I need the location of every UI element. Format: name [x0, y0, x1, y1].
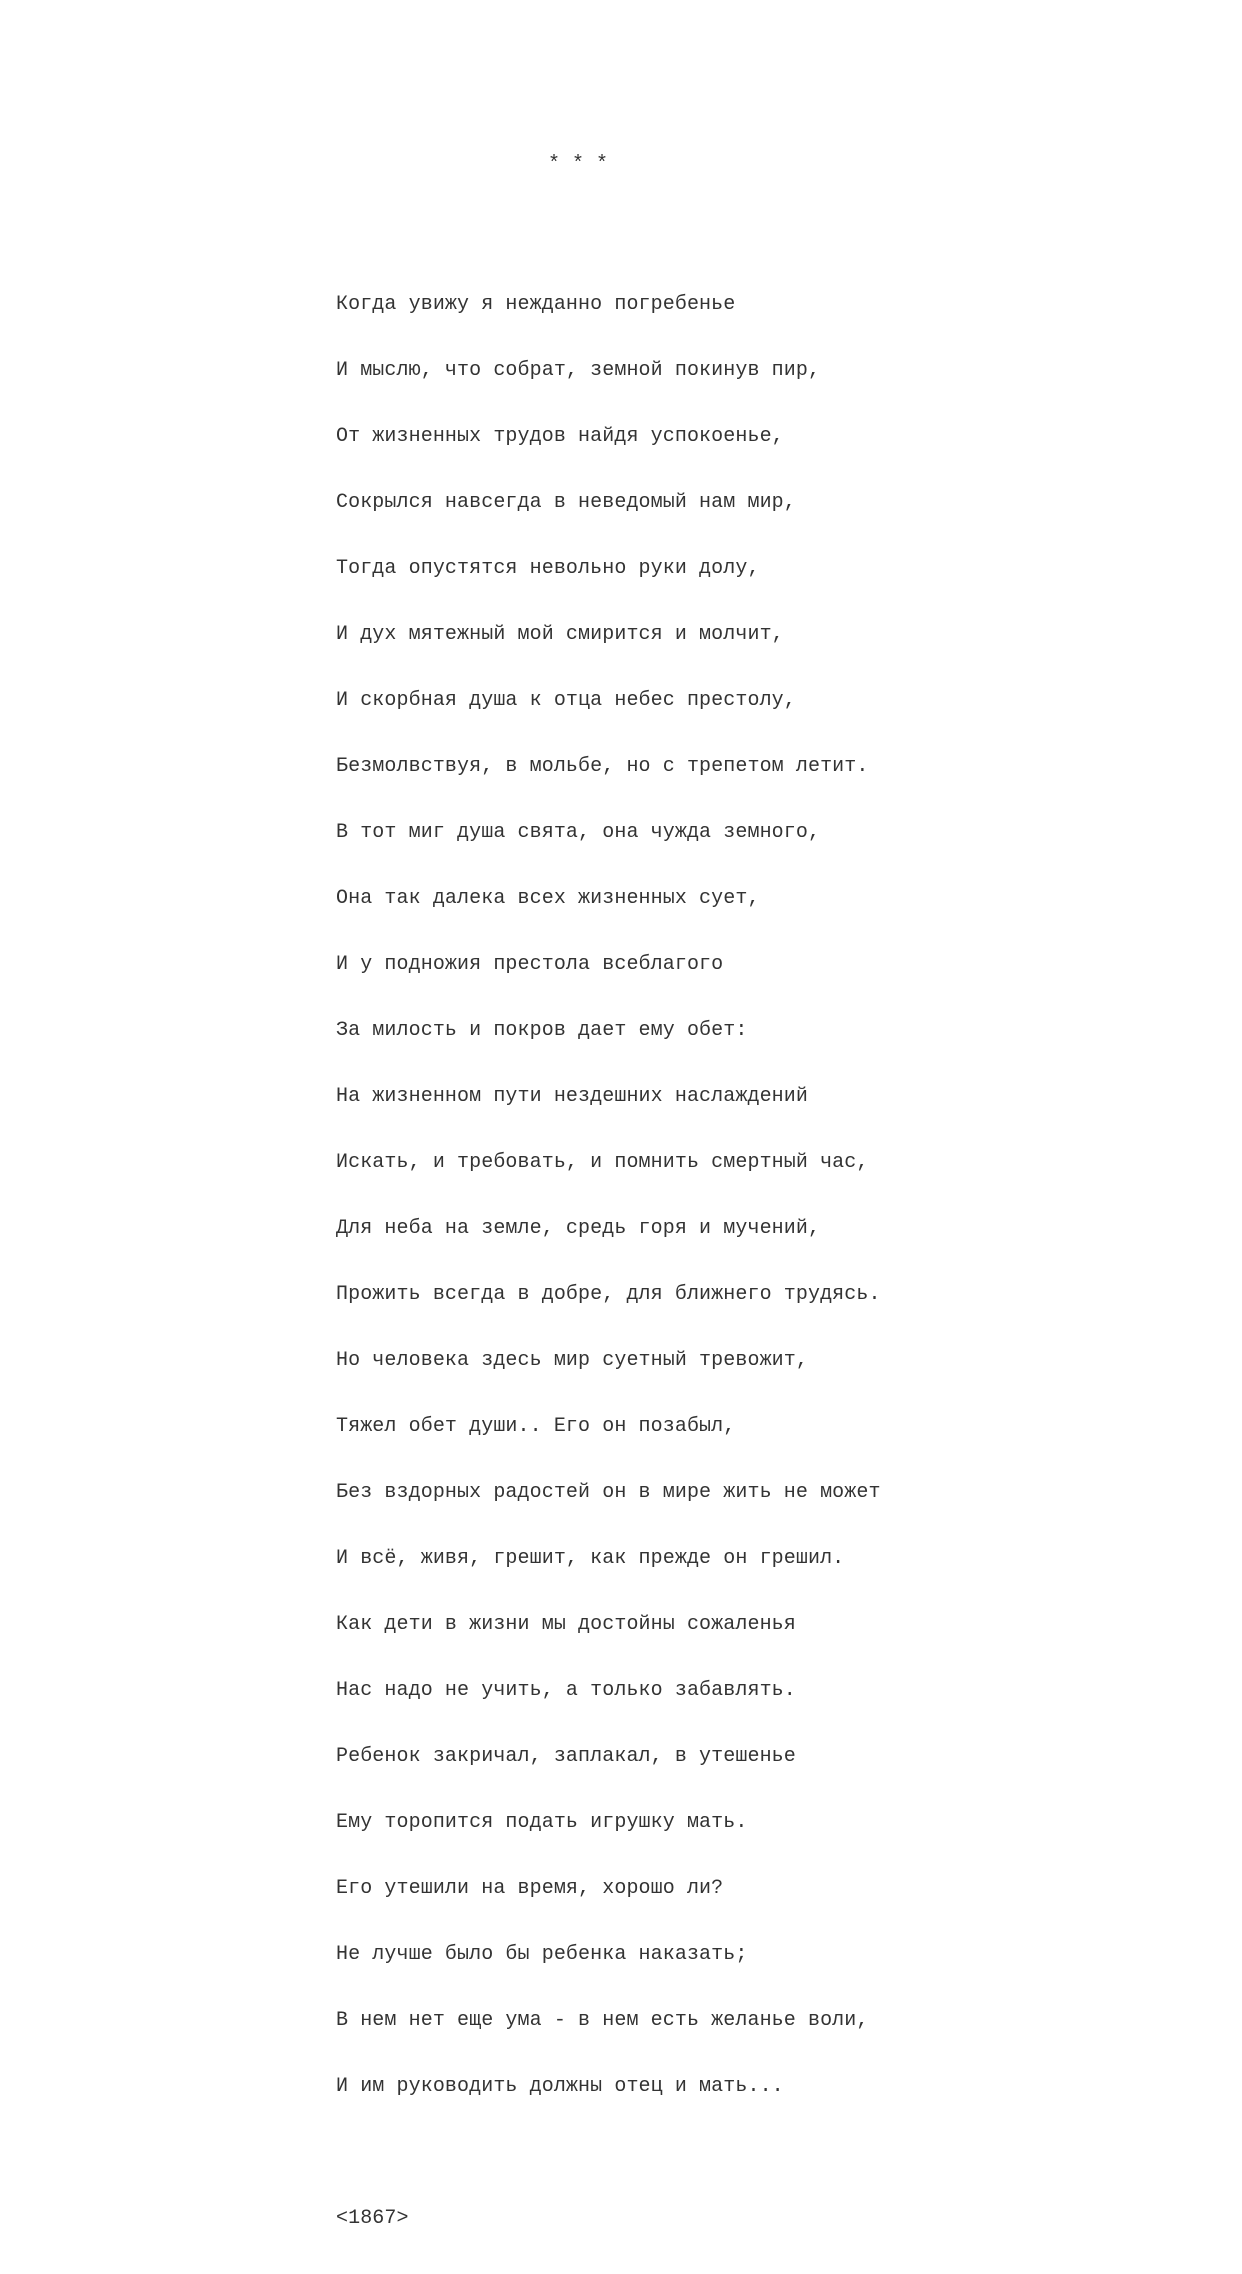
poem-line: И всё, живя, грешит, как прежде он грешил. — [336, 1547, 845, 1570]
poem-line: Его утешили на время, хорошо ли? — [336, 1877, 724, 1900]
poem-line: Для неба на земле, средь горя и мучений, — [336, 1217, 821, 1240]
poem-line: Как дети в жизни мы достойны сожаленья — [336, 1613, 796, 1636]
poem-line: Тогда опустятся невольно руки долу, — [336, 557, 760, 580]
poem-line: Прожить всегда в добре, для ближнего трудясь. — [336, 1283, 881, 1306]
poem-lines — [336, 250, 936, 2142]
section-divider: * * * — [548, 153, 609, 176]
poem-line: За милость и покров дает ему обет: — [336, 1019, 748, 1042]
poem-line: Она так далека всех жизненных сует, — [336, 887, 760, 910]
poem-line: От жизненных трудов найдя успокоенье, — [336, 425, 784, 448]
poem-line: Тяжел обет души.. Его он позабыл, — [336, 1415, 736, 1438]
poem-line: Но человека здесь мир суетный тревожит, — [336, 1349, 808, 1372]
poem-line: И дух мятежный мой смирится и молчит, — [336, 623, 784, 646]
poem-line: В тот миг душа свята, она чужда земного, — [336, 821, 821, 844]
poem-line: Ему торопится подать игрушку мать. — [336, 1811, 748, 1834]
poem-date: <1867> — [336, 2207, 409, 2230]
poem-line: И мыслю, что собрат, земной покинув пир, — [336, 359, 821, 382]
poem-line: Ребенок закричал, заплакал, в утешенье — [336, 1745, 796, 1768]
poem-line: Искать, и требовать, и помнить смертный час, — [336, 1151, 869, 1174]
poem-line: На жизненном пути нездешних наслаждений — [336, 1085, 808, 1108]
poem-line: Не лучше было бы ребенка наказать; — [336, 1943, 748, 1966]
poem-line: И им руководить должны отец и мать... — [336, 2075, 784, 2098]
poem-line: Без вздорных радостей он в мире жить не может — [336, 1481, 881, 1504]
poem-line: В нем нет еще ума - в нем есть желанье воли, — [336, 2009, 869, 2032]
poem-line: Когда увижу я нежданно погребенье — [336, 293, 736, 316]
poem-line: Сокрылся навсегда в неведомый нам мир, — [336, 491, 796, 514]
poem-line: Нас надо не учить, а только забавлять. — [336, 1679, 796, 1702]
poem-line: И скорбная душа к отца небес престолу, — [336, 689, 796, 712]
poem — [336, 110, 936, 2274]
poem-line: Безмолвствуя, в мольбе, но с трепетом летит. — [336, 755, 869, 778]
poem-line: И у подножия престола всеблагого — [336, 953, 724, 976]
